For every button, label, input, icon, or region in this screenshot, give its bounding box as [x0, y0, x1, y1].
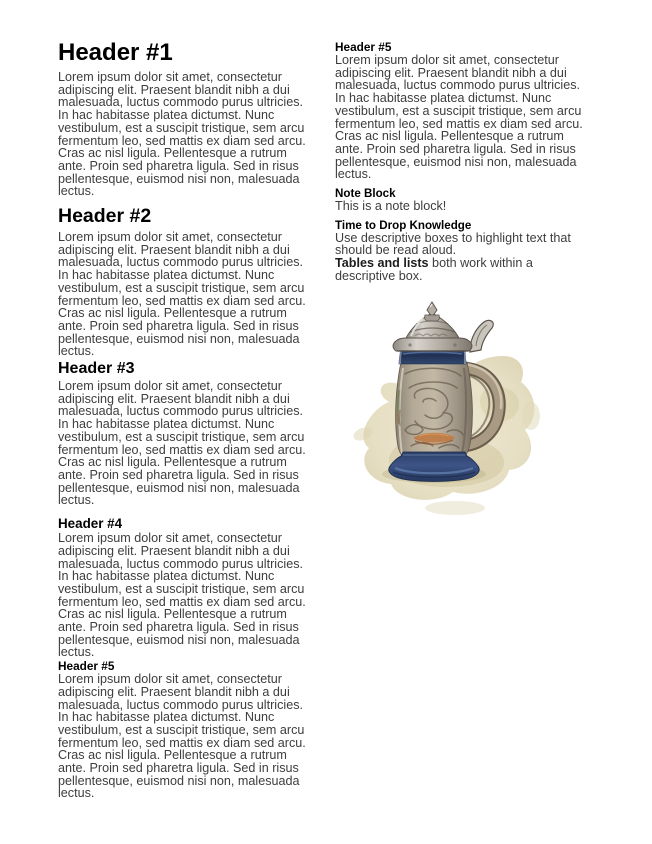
tables-lists-bold: Tables and lists [335, 256, 429, 271]
heading-level-5-right: Header #5 [335, 40, 392, 54]
note-block-heading: Note Block [335, 187, 396, 201]
heading-level-4: Header #4 [58, 516, 123, 532]
stein-body [396, 362, 473, 458]
tables-lists-rest: both work within a descriptive box. [335, 256, 533, 283]
paragraph-lorem-1: Lorem ipsum dolor sit amet, consectetur adipiscing elit. Praesent blandit nibh a dui malesuada, luctus commodo purus ultricies. In hac habitasse platea dictumst. Nunc vestibulum, est a suscipit tristique, sem arcu fermentum leo, sed mattis ex diam sed arcu. Cras ac nisl ligula. Pellentesque a rutrum ante. Proin sed pharetra ligula. Sed in risus pellentesque, euismod nisi non, malesuada lectus. [58, 70, 306, 199]
knowledge-heading: Time to Drop Knowledge [335, 218, 472, 232]
left-column [58, 40, 311, 800]
heading-level-1: Header #1 [58, 39, 173, 66]
heading-level-5: Header #5 [58, 659, 115, 674]
stein-thumb-lever [470, 320, 493, 352]
tables-lists-text [335, 257, 588, 282]
knowledge-text: Use descriptive boxes to highlight text that should be read aloud. [335, 230, 571, 258]
paragraph-lorem-2: Lorem ipsum dolor sit amet, consectetur adipiscing elit. Praesent blandit nibh a dui malesuada, luctus commodo purus ultricies. In hac habitasse platea dictumst. Nunc vestibulum, est a suscipit tristique, sem arcu fermentum leo, sed mattis ex diam sed arcu. Cras ac nisl ligula. Pellentesque a rutrum ante. Proin sed pharetra ligula. Sed in risus pellentesque, euismod nisi non, malesuada lectus. [58, 230, 306, 359]
note-block-text: This is a note block! [335, 199, 447, 214]
paragraph-lorem-6: Lorem ipsum dolor sit amet, consectetur adipiscing elit. Praesent blandit nibh a dui malesuada, luctus commodo purus ultricies. In hac habitasse platea dictumst. Nunc vestibulum, est a suscipit tristique, sem arcu fermentum leo, sed mattis ex diam sed arcu. Cras ac nisl ligula. Pellentesque a rutrum ante. Proin sed pharetra ligula. Sed in risus pellentesque, euismod nisi non, malesuada lectus. [335, 53, 583, 182]
beer-stein-illustration [335, 298, 588, 523]
stein-foot [389, 452, 479, 482]
stein-finial [425, 302, 440, 321]
paragraph-lorem-4: Lorem ipsum dolor sit amet, consectetur adipiscing elit. Praesent blandit nibh a dui malesuada, luctus commodo purus ultricies. In hac habitasse platea dictumst. Nunc vestibulum, est a suscipit tristique, sem arcu fermentum leo, sed mattis ex diam sed arcu. Cras ac nisl ligula. Pellentesque a rutrum ante. Proin sed pharetra ligula. Sed in risus pellentesque, euismod nisi non, malesuada lectus. [58, 531, 306, 660]
stein-blue-band [399, 350, 466, 364]
paragraph-lorem-5: Lorem ipsum dolor sit amet, consectetur adipiscing elit. Praesent blandit nibh a dui malesuada, luctus commodo purus ultricies. In hac habitasse platea dictumst. Nunc vestibulum, est a suscipit tristique, sem arcu fermentum leo, sed mattis ex diam sed arcu. Cras ac nisl ligula. Pellentesque a rutrum ante. Proin sed pharetra ligula. Sed in risus pellentesque, euismod nisi non, malesuada lectus. [58, 672, 306, 801]
heading-level-2: Header #2 [58, 205, 152, 228]
right-column [335, 40, 588, 800]
heading-level-3: Header #3 [58, 360, 135, 378]
paragraph-lorem-3: Lorem ipsum dolor sit amet, consectetur adipiscing elit. Praesent blandit nibh a dui malesuada, luctus commodo purus ultricies. In hac habitasse platea dictumst. Nunc vestibulum, est a suscipit tristique, sem arcu fermentum leo, sed mattis ex diam sed arcu. Cras ac nisl ligula. Pellentesque a rutrum ante. Proin sed pharetra ligula. Sed in risus pellentesque, euismod nisi non, malesuada lectus. [58, 379, 306, 508]
beer-stein-svg [335, 298, 588, 523]
